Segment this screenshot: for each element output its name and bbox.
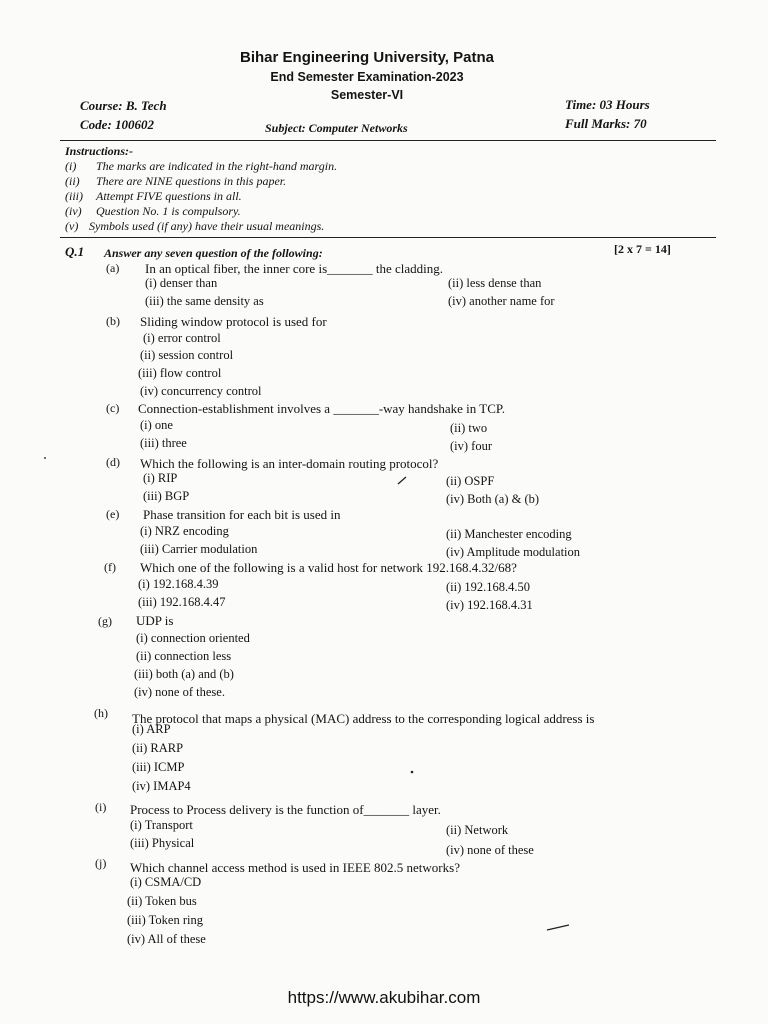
item-text: Which channel access method is used in IEEE 802.5 networks? — [130, 860, 460, 875]
option: (iii) Carrier modulation — [140, 542, 258, 556]
option: (iv) four — [450, 439, 492, 453]
footer-url[interactable]: https://www.akubihar.com — [287, 988, 481, 1007]
semester-label: Semester-VI — [330, 88, 404, 102]
option: (ii) 192.168.4.50 — [446, 580, 531, 594]
option: (iii) the same density as — [145, 294, 264, 308]
option: (i) CSMA/CD — [130, 875, 202, 889]
option: (iv) 192.168.4.31 — [446, 598, 533, 612]
option: (ii) Manchester encoding — [446, 527, 572, 541]
instruction-text: Symbols used (if any) have their usual meanings. — [89, 219, 325, 233]
item-text: The protocol that maps a physical (MAC) address to the corresponding logical address is — [132, 711, 595, 726]
instruction-num: (iv) — [65, 204, 82, 218]
option: (ii) OSPF — [446, 474, 495, 488]
instruction-num: (v) — [65, 219, 79, 233]
exam-title: End Semester Examination-2023 — [270, 70, 464, 84]
option: (iii) ICMP — [132, 760, 185, 774]
option: (i) denser than — [145, 276, 218, 290]
instruction-num: (ii) — [65, 174, 80, 188]
item-text: Which the following is an inter-domain routing protocol? — [140, 456, 439, 471]
item-text: Process to Process delivery is the function of_______ layer. — [130, 802, 441, 817]
subject-label: Subject: Computer Networks — [265, 121, 408, 135]
question-title: Answer any seven question of the following: — [104, 246, 323, 260]
item-label: (c) — [106, 401, 120, 415]
item-text: Phase transition for each bit is used in — [143, 507, 341, 522]
option: (iv) All of these — [127, 932, 206, 946]
option: (i) connection oriented — [136, 631, 250, 645]
item-text: In an optical fiber, the inner core is_______ the cladding. — [145, 261, 444, 276]
option: (iv) another name for — [448, 294, 555, 308]
code-label: Code: 100602 — [80, 117, 155, 132]
item-label: (e) — [106, 507, 120, 521]
item-label: (h) — [94, 706, 108, 720]
option: (i) one — [140, 418, 173, 432]
option: (i) error control — [143, 331, 221, 345]
item-label: (g) — [98, 614, 112, 628]
option: (iv) IMAP4 — [132, 779, 191, 793]
option: (iii) three — [140, 436, 187, 450]
item-text: Connection-establishment involves a _______-way handshake in TCP. — [138, 401, 505, 416]
instruction-text: Attempt FIVE questions in all. — [96, 189, 242, 203]
option: (i) RIP — [143, 471, 178, 485]
item-text: Sliding window protocol is used for — [140, 314, 327, 329]
question-number: Q.1 — [65, 244, 85, 259]
option: (ii) less dense than — [448, 276, 542, 290]
option: (iv) none of these — [446, 843, 534, 857]
instruction-num: (iii) — [65, 189, 83, 203]
item-label: (j) — [95, 856, 107, 870]
item-text: UDP is — [136, 613, 174, 628]
item-label: (d) — [106, 455, 120, 469]
option: (ii) Network — [446, 823, 509, 837]
full-marks-label: Full Marks: 70 — [565, 116, 647, 131]
question-marks: [2 x 7 = 14] — [614, 242, 671, 256]
instruction-num: (i) — [65, 159, 77, 173]
option: (iii) Physical — [130, 836, 195, 850]
option: (ii) session control — [140, 348, 234, 362]
time-label: Time: 03 Hours — [565, 97, 650, 112]
course-label: Course: B. Tech — [80, 98, 167, 113]
option: (iii) 192.168.4.47 — [138, 595, 226, 609]
instruction-text: There are NINE questions in this paper. — [96, 174, 287, 188]
option: (iv) none of these. — [134, 685, 225, 699]
item-label: (b) — [106, 314, 120, 328]
option: (iii) both (a) and (b) — [134, 667, 234, 681]
option: (iii) Token ring — [127, 913, 203, 927]
option: (ii) RARP — [132, 741, 184, 755]
option: (ii) two — [450, 421, 488, 435]
option: (iv) concurrency control — [140, 384, 262, 398]
option: (iii) flow control — [138, 366, 222, 380]
instruction-text: The marks are indicated in the right-hand margin. — [96, 159, 338, 173]
option: (iii) BGP — [143, 489, 190, 503]
item-label: (i) — [95, 800, 107, 814]
option: (i) Transport — [130, 818, 193, 832]
option: (iv) Both (a) & (b) — [446, 492, 540, 506]
item-label: (a) — [106, 261, 120, 275]
item-label: (f) — [104, 560, 116, 574]
item-text: Which one of the following is a valid host for network 192.168.4.32/68? — [140, 560, 517, 575]
instructions-title: Instructions:- — [65, 144, 134, 158]
university-name: Bihar Engineering University, Patna — [240, 49, 494, 66]
option: (iv) Amplitude modulation — [446, 545, 581, 559]
option: (i) NRZ encoding — [140, 524, 229, 538]
option: (ii) connection less — [136, 649, 232, 663]
instruction-text: Question No. 1 is compulsory. — [96, 204, 241, 218]
option: (i) ARP — [132, 722, 171, 736]
option: (i) 192.168.4.39 — [138, 577, 219, 591]
option: (ii) Token bus — [127, 894, 197, 908]
